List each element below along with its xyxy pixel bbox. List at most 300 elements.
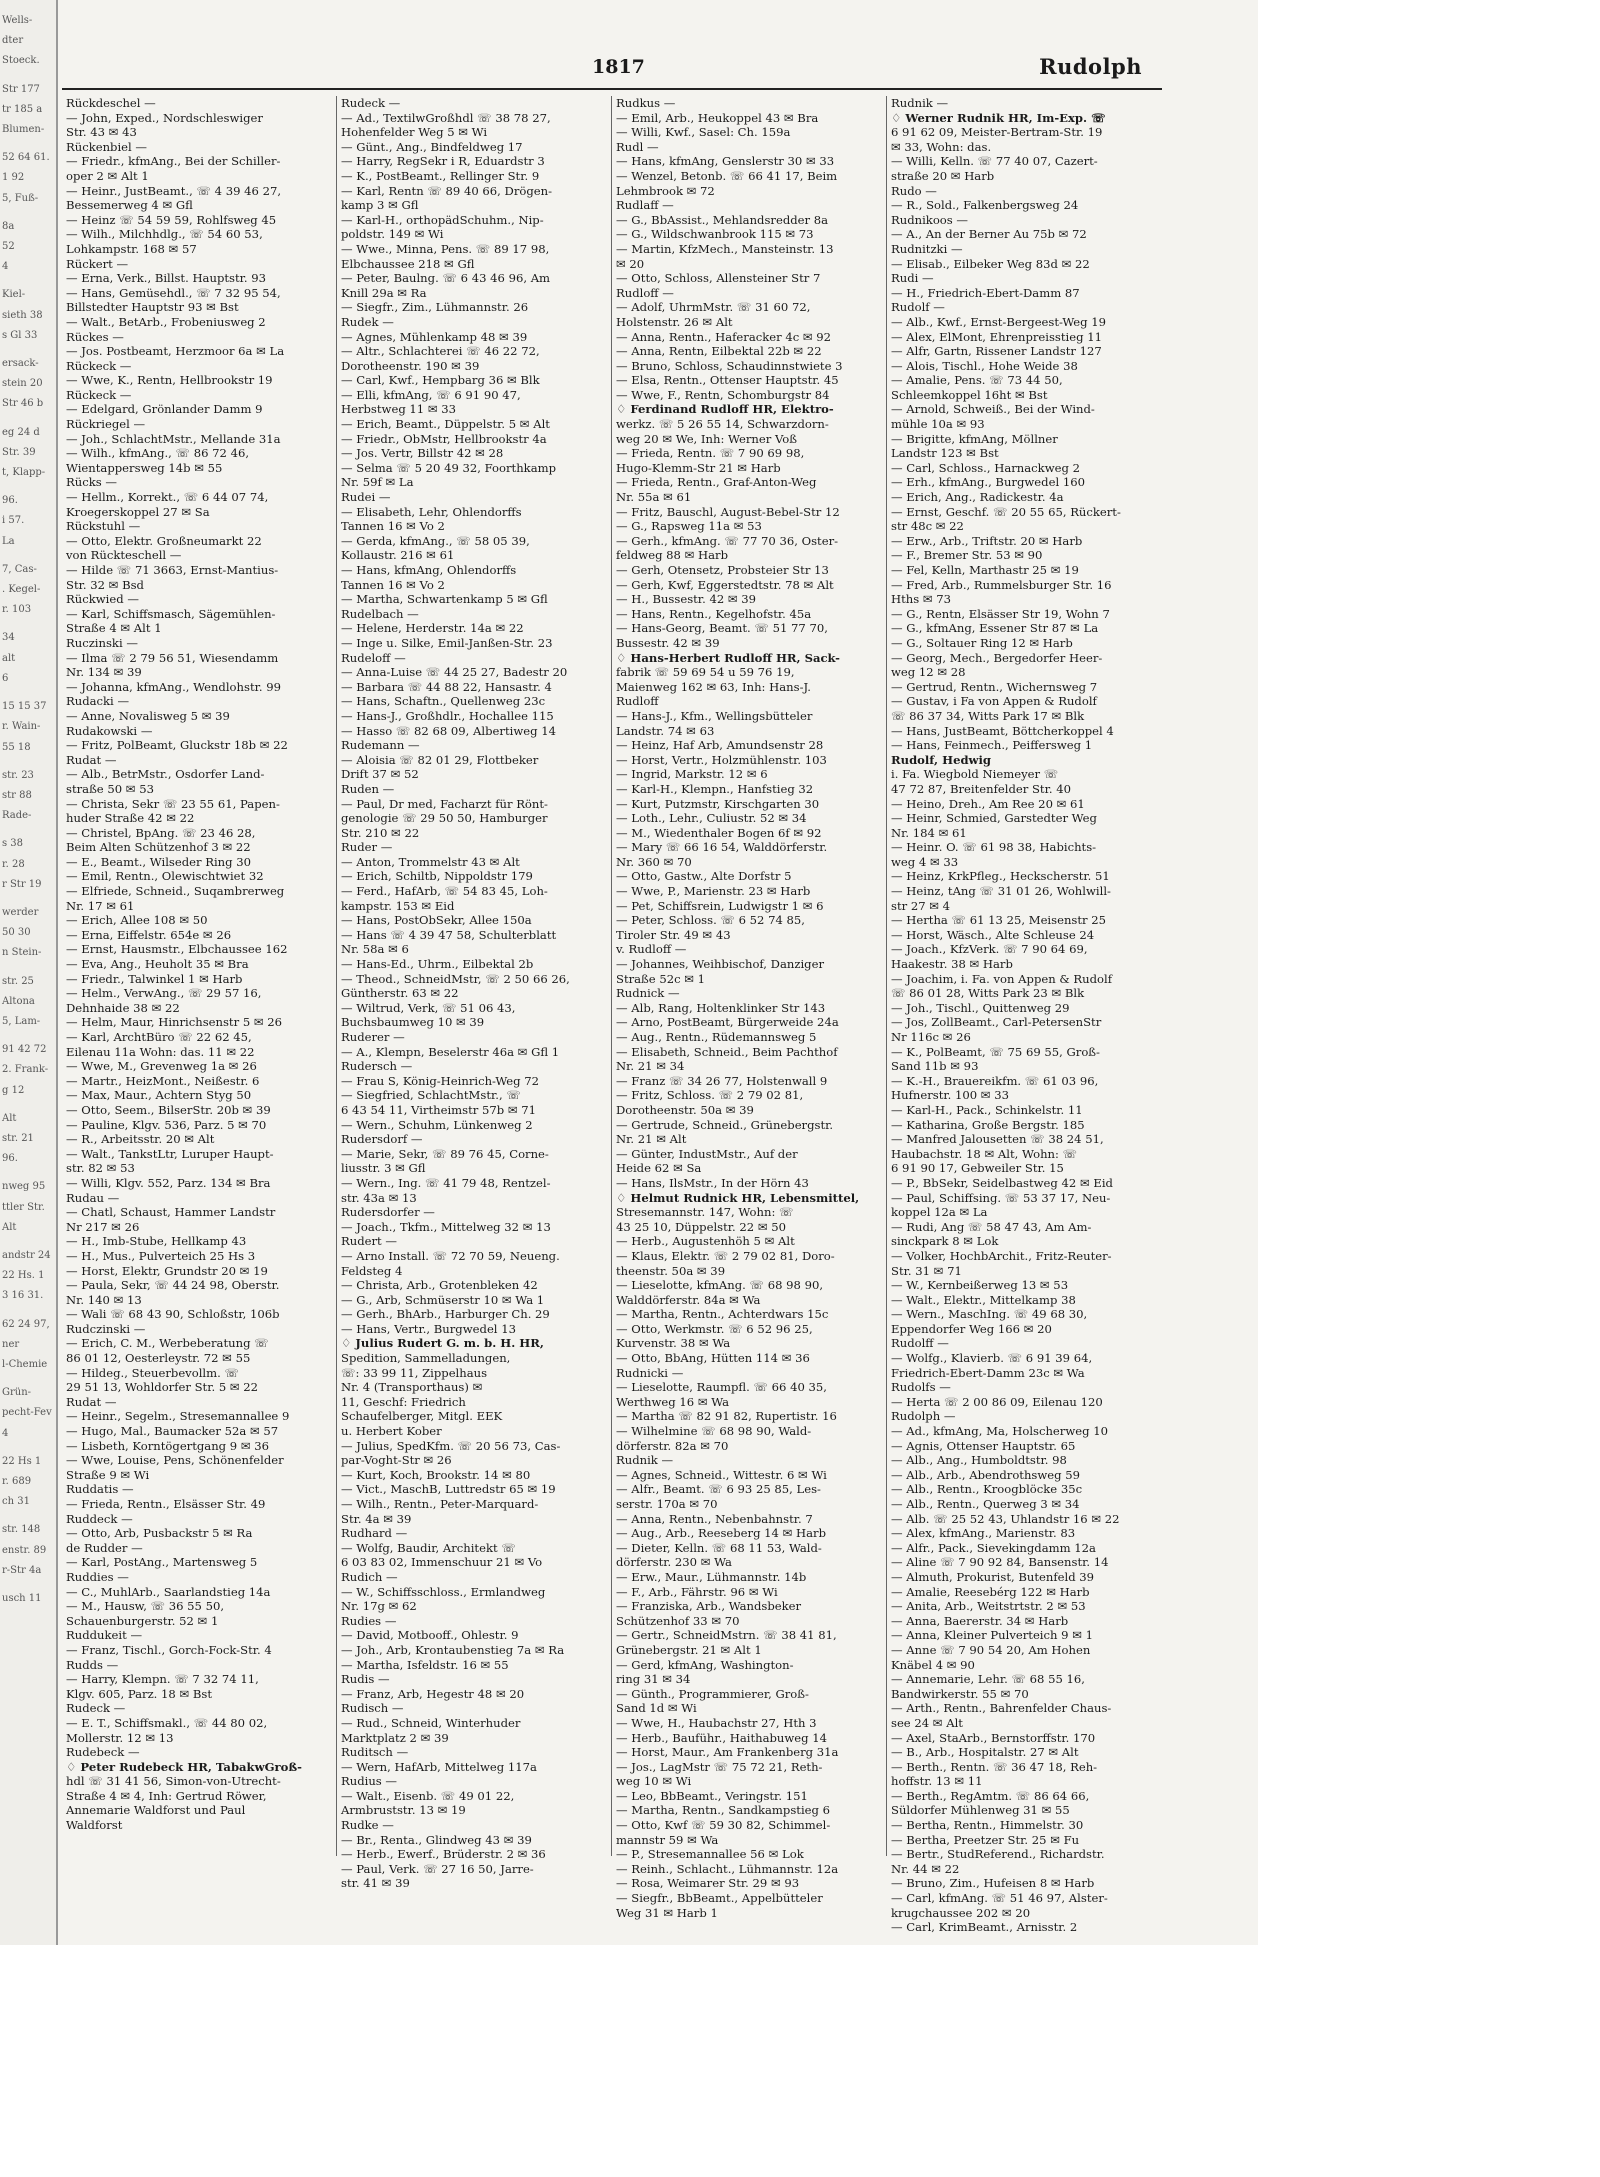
directory-entry-line: — Chatl, Schaust, Hammer Landstr bbox=[66, 1205, 276, 1220]
surname-heading: Rückert — bbox=[66, 256, 129, 271]
directory-entry-line: — Selma ☏ 5 20 49 32, Foorthkamp bbox=[341, 460, 557, 475]
surname-heading: Ruden — bbox=[341, 781, 395, 796]
margin-fragment: 96. bbox=[2, 495, 18, 507]
directory-entry-line: — Günter, IndustMstr., Auf der bbox=[616, 1146, 798, 1161]
surname-heading: Rudhard — bbox=[341, 1526, 408, 1541]
directory-entry-line: — Martr., HeizMont., Neißestr. 6 bbox=[66, 1073, 260, 1088]
directory-entry-line: — B., Arb., Hospitalstr. 27 ✉ Alt bbox=[891, 1745, 1079, 1760]
margin-fragment: 34 bbox=[2, 632, 15, 644]
directory-entry-line: — Gerda, kfmAng., ☏ 58 05 39, bbox=[341, 533, 530, 548]
surname-heading: Ruderer — bbox=[341, 1030, 405, 1044]
directory-entry-line: i. Fa. Wiegbold Niemeyer ☏ bbox=[891, 767, 1059, 782]
margin-fragment: 96. bbox=[2, 1153, 18, 1165]
margin-fragment: 8a bbox=[2, 220, 15, 232]
margin-fragment: str. 148 bbox=[2, 1524, 41, 1536]
surname-heading: Rückes — bbox=[66, 329, 124, 344]
directory-entry-line: — M., Wiedenthaler Bogen 6f ✉ 92 bbox=[616, 825, 822, 840]
margin-fragment: Str 46 b bbox=[2, 398, 44, 410]
directory-entry-line: — Herta ☏ 2 00 86 09, Eilenau 120 bbox=[891, 1394, 1103, 1409]
directory-entry-line: — Friedr., Talwinkel 1 ✉ Harb bbox=[66, 971, 243, 986]
margin-fragment: s 38 bbox=[2, 838, 24, 850]
directory-entry-line: — Jos, ZollBeamt., Carl-PetersenStr bbox=[891, 1015, 1102, 1030]
directory-entry-line: — Gerh., kfmAng. ☏ 77 70 36, Oster- bbox=[616, 533, 839, 548]
directory-entry-line: — Heinr. O. ☏ 61 98 38, Habichts- bbox=[891, 840, 1097, 855]
directory-entry-line: — Gerh, Otensetz, Probsteier Str 13 bbox=[616, 563, 829, 577]
directory-entry-line: — Walt., Eisenb. ☏ 49 01 22, bbox=[341, 1788, 515, 1803]
directory-entry-line: Nr. 55a ✉ 61 bbox=[616, 490, 692, 505]
directory-entry-line: — Hans-Ed., Uhrm., Eilbektal 2b bbox=[341, 957, 534, 972]
surname-heading: Rudolff — bbox=[891, 1336, 949, 1351]
directory-entry-line: — Arno, PostBeamt, Bürgerweide 24a bbox=[616, 1015, 839, 1030]
margin-fragment: tr 185 a bbox=[2, 103, 43, 115]
directory-entry-line: — Alb., Ang., Humboldtstr. 98 bbox=[891, 1453, 1067, 1468]
page-number: 1817 bbox=[592, 56, 645, 78]
margin-fragment: 5, Lam- bbox=[2, 1015, 41, 1027]
directory-entry-line: Schleemkoppel 16ht ✉ Bst bbox=[891, 387, 1048, 402]
directory-entry-line: — Friedr., ObMstr, Hellbrookstr 4a bbox=[341, 431, 547, 446]
directory-entry-line: str 48c ✉ 22 bbox=[891, 519, 964, 534]
directory-entry-line: — Erich, Ang., Radickestr. 4a bbox=[891, 490, 1064, 505]
surname-heading: Rudo — bbox=[891, 183, 937, 198]
directory-entry-line: — Theod., SchneidMstr, ☏ 2 50 66 26, bbox=[341, 971, 570, 986]
directory-entry-line: — E. T., Schiffsmakl., ☏ 44 80 02, bbox=[66, 1715, 268, 1730]
directory-entry-line: — Aug., Rentn., Rüdemannsweg 5 bbox=[616, 1030, 817, 1044]
directory-entry-line: — H., Mus., Pulverteich 25 Hs 3 bbox=[66, 1248, 256, 1263]
directory-entry-line: — Alois, Tischl., Hohe Weide 38 bbox=[891, 358, 1078, 373]
margin-fragment: t, Klapp- bbox=[2, 467, 46, 479]
margin-fragment: alt bbox=[2, 652, 16, 664]
directory-entry-line: — G., BbAssist., Mehlandsredder 8a bbox=[616, 212, 829, 227]
directory-entry-line: — Carl, kfmAng. ☏ 51 46 97, Alster- bbox=[891, 1891, 1108, 1906]
directory-entry-line: Rudolf, Hedwig bbox=[891, 752, 992, 767]
directory-entry-line: — Christa, Arb., Grotenbleken 42 bbox=[341, 1278, 538, 1293]
directory-entry-line: — Reinh., Schlacht., Lühmannstr. 12a bbox=[616, 1861, 839, 1876]
directory-entry-line: — Wilh., Milchhdlg., ☏ 54 60 53, bbox=[66, 227, 263, 242]
directory-entry-line: Straße 9 ✉ Wi bbox=[66, 1467, 150, 1482]
directory-entry-line: — Klaus, Elektr. ☏ 2 79 02 81, Doro- bbox=[616, 1248, 835, 1263]
directory-entry-line: Holstenstr. 26 ✉ Alt bbox=[616, 314, 733, 329]
directory-entry-line: — Arth., Rentn., Bahrenfelder Chaus- bbox=[891, 1701, 1112, 1716]
directory-entry-line: — Alfr, Gartn, Rissener Landstr 127 bbox=[891, 344, 1102, 359]
surname-heading: Rudolf — bbox=[891, 300, 945, 315]
directory-entry-line: Knill 29a ✉ Ra bbox=[341, 285, 427, 300]
directory-entry-line: huder Straße 42 ✉ 22 bbox=[66, 811, 195, 826]
surname-heading: Rudat — bbox=[66, 752, 117, 767]
directory-entry-line: — Karl, Rentn ☏ 89 40 66, Drögen- bbox=[341, 183, 553, 198]
directory-entry-line: — Wern., Schuhm, Lünkenweg 2 bbox=[341, 1117, 533, 1132]
directory-entry-line: — Walt., BetArb., Frobeniusweg 2 bbox=[66, 314, 266, 329]
directory-entry-line: — Aline ☏ 7 90 92 84, Bansenstr. 14 bbox=[891, 1555, 1109, 1570]
directory-entry-line: — H., Friedrich-Ebert-Damm 87 bbox=[891, 285, 1080, 300]
directory-entry-line: — Wilh., Rentn., Peter-Marquard- bbox=[341, 1497, 539, 1511]
directory-entry-line: — Frieda, Rentn. ☏ 7 90 69 98, bbox=[616, 446, 805, 461]
directory-entry-line: — Willi, Klgv. 552, Parz. 134 ✉ Bra bbox=[66, 1175, 271, 1190]
surname-heading: Rudnitzki — bbox=[891, 241, 963, 256]
directory-entry-line: Dorotheenstr. 50a ✉ 39 bbox=[616, 1102, 754, 1117]
directory-entry-line: Nr. 360 ✉ 70 bbox=[616, 854, 692, 869]
directory-entry-line: — Wwe, K., Rentn, Hellbrookstr 19 bbox=[66, 373, 273, 388]
directory-entry-line: Buchsbaumweg 10 ✉ 39 bbox=[341, 1015, 485, 1030]
margin-fragment: 2. Frank- bbox=[2, 1064, 49, 1076]
directory-entry-line: — Franziska, Arb., Wandsbeker bbox=[616, 1599, 802, 1614]
directory-entry-line: ☏ 86 01 28, Witts Park 23 ✉ Blk bbox=[891, 986, 1085, 1001]
directory-entry-line: — Horst, Maur., Am Frankenberg 31a bbox=[616, 1745, 839, 1760]
margin-fragment: i 57. bbox=[2, 515, 25, 527]
directory-entry-line: — Gerh, Kwf, Eggerstedtstr. 78 ✉ Alt bbox=[616, 577, 834, 592]
previous-page-margin bbox=[0, 0, 58, 1945]
directory-entry-line: Annemarie Waldforst und Paul bbox=[66, 1803, 246, 1818]
directory-entry-line: hdl ☏ 31 41 56, Simon-von-Utrecht- bbox=[66, 1774, 281, 1789]
directory-entry-line: — W., Schiffsschloss., Ermlandweg bbox=[341, 1584, 546, 1599]
directory-entry-line: Lehmbrook ✉ 72 bbox=[616, 183, 715, 198]
margin-fragment: str. 21 bbox=[2, 1132, 34, 1144]
directory-entry-line: — Wern., MaschIng. ☏ 49 68 30, bbox=[891, 1307, 1088, 1322]
directory-entry-line: poldstr. 149 ✉ Wi bbox=[341, 227, 444, 242]
directory-entry-line: — Otto, Arb, Pusbackstr 5 ✉ Ra bbox=[66, 1526, 253, 1541]
margin-fragment: 15 15 37 bbox=[2, 701, 47, 713]
directory-entry-line: par-Voght-Str ✉ 26 bbox=[341, 1453, 452, 1468]
directory-entry-line: — Frieda, Rentn., Elsässer Str. 49 bbox=[66, 1497, 266, 1511]
directory-entry-line: — H., Bussestr. 42 ✉ 39 bbox=[616, 592, 757, 607]
directory-entry-line: Drift 37 ✉ 52 bbox=[341, 767, 419, 782]
directory-entry-line: — Agnes, Schneid., Wittestr. 6 ✉ Wi bbox=[616, 1467, 827, 1482]
margin-fragment: usch 11 bbox=[2, 1593, 42, 1605]
margin-fragment: 6 bbox=[2, 672, 9, 684]
directory-entry-line: ♢ Peter Rudebeck HR, TabakwGroß- bbox=[66, 1759, 302, 1774]
directory-entry-line: — John, Exped., Nordschleswiger bbox=[66, 110, 263, 125]
directory-entry-line: — Elli, kfmAng, ☏ 6 91 90 47, bbox=[341, 387, 521, 402]
directory-entry-line: — Franz ☏ 34 26 77, Holstenwall 9 bbox=[616, 1073, 828, 1088]
directory-entry-line: — Frau S, König-Heinrich-Weg 72 bbox=[341, 1073, 540, 1088]
directory-entry-line: — Fritz, PolBeamt, Gluckstr 18b ✉ 22 bbox=[66, 738, 288, 753]
surname-heading: Rudloff — bbox=[616, 285, 674, 300]
directory-entry-line: — Anna, Rentn., Nebenbahnstr. 7 bbox=[616, 1511, 813, 1526]
directory-entry-line: — Harry, Klempn. ☏ 7 32 74 11, bbox=[66, 1672, 259, 1687]
directory-entry-line: dörferstr. 230 ✉ Wa bbox=[616, 1555, 732, 1570]
directory-entry-line: Heide 62 ✉ Sa bbox=[616, 1161, 702, 1176]
directory-entry-line: ☏: 33 99 11, Zippelhaus bbox=[341, 1365, 488, 1380]
directory-entry-line: — Otto, Gastw., Alte Dorfstr 5 bbox=[616, 869, 792, 884]
directory-entry-line: — Karl-H., Pack., Schinkelstr. 11 bbox=[891, 1102, 1083, 1117]
surname-heading: Rudies — bbox=[341, 1613, 397, 1628]
directory-entry-line: Nr. 21 ✉ 34 bbox=[616, 1059, 685, 1074]
surname-heading: Rudnick — bbox=[616, 986, 680, 1001]
directory-entry-line: — Otto, BbAng, Hütten 114 ✉ 36 bbox=[616, 1351, 810, 1366]
directory-entry-line: — Edelgard, Grönlander Damm 9 bbox=[66, 402, 263, 417]
directory-entry-line: kamp 3 ✉ Gfl bbox=[341, 198, 419, 213]
margin-fragment: str 88 bbox=[2, 789, 32, 801]
directory-entry-line: — Franz, Tischl., Gorch-Fock-Str. 4 bbox=[66, 1642, 272, 1657]
margin-fragment: 22 Hs. 1 bbox=[2, 1270, 45, 1282]
directory-entry-line: — Wern, HafArb, Mittelweg 117a bbox=[341, 1759, 537, 1774]
directory-entry-line: — Herb., Bauführ., Haithabuweg 14 bbox=[616, 1730, 828, 1745]
directory-entry-line: Armbruststr. 13 ✉ 19 bbox=[341, 1803, 466, 1818]
margin-fragment: Str. 39 bbox=[2, 446, 36, 458]
directory-entry-line: — Helm, Maur, Hinrichsenstr 5 ✉ 26 bbox=[66, 1015, 283, 1030]
directory-entry-line: — Lieselotte, Raumpfl. ☏ 66 40 35, bbox=[616, 1380, 827, 1395]
directory-entry-line: — Pauline, Klgv. 536, Parz. 5 ✉ 70 bbox=[66, 1117, 267, 1132]
directory-entry-line: — Arno Install. ☏ 72 70 59, Neueng. bbox=[341, 1248, 560, 1263]
directory-entry-line: — Alb., Rentn., Kroogblöcke 35c bbox=[891, 1482, 1083, 1497]
directory-column-1 bbox=[62, 96, 337, 1856]
margin-fragment: r. 103 bbox=[2, 604, 32, 616]
surname-heading: Rudacki — bbox=[66, 694, 130, 709]
directory-entry-line: ✉ 33, Wohn: das. bbox=[891, 139, 992, 154]
directory-entry-line: — David, Motbooff., Ohlestr. 9 bbox=[341, 1628, 519, 1643]
directory-entry-line: Straße 4 ✉ Alt 1 bbox=[66, 621, 162, 636]
directory-entry-line: — Heinr., Segelm., Stresemannallee 9 bbox=[66, 1409, 290, 1424]
directory-entry-line: Beim Alten Schützenhof 3 ✉ 22 bbox=[66, 840, 251, 855]
directory-entry-line: — Rud., Schneid, Winterhuder bbox=[341, 1715, 521, 1730]
directory-entry-line: — Alb. ☏ 25 52 43, Uhlandstr 16 ✉ 22 bbox=[891, 1511, 1120, 1526]
directory-entry-line: — Almuth, Prokurist, Butenfeld 39 bbox=[891, 1569, 1095, 1584]
directory-entry-line: — Erh., kfmAng., Burgwedel 160 bbox=[891, 475, 1085, 490]
surname-heading: Rudeloff — bbox=[341, 650, 406, 665]
margin-fragment: ch 31 bbox=[2, 1496, 30, 1508]
directory-entry-line: — Hans, Rentn., Kegelhofstr. 45a bbox=[616, 606, 812, 621]
directory-entry-line: mannstr 59 ✉ Wa bbox=[616, 1832, 719, 1847]
directory-entry-line: Stresemannstr. 147, Wohn: ☏ bbox=[616, 1205, 794, 1220]
directory-entry-line: — Gertrud, Rentn., Wichernsweg 7 bbox=[891, 679, 1098, 694]
directory-entry-line: — Christel, BpAng. ☏ 23 46 28, bbox=[66, 825, 256, 840]
directory-column-2 bbox=[337, 96, 612, 1891]
directory-entry-line: — Georg, Mech., Bergedorfer Heer- bbox=[891, 650, 1103, 665]
directory-entry-line: — Franz, Arb, Hegestr 48 ✉ 20 bbox=[341, 1686, 525, 1701]
directory-entry-line: — Lisbeth, Korntögertgang 9 ✉ 36 bbox=[66, 1438, 269, 1453]
surname-heading: Rückriegel — bbox=[66, 417, 146, 432]
directory-entry-line: Nr. 4 (Transporthaus) ✉ bbox=[341, 1380, 483, 1395]
directory-entry-line: weg 4 ✉ 33 bbox=[891, 854, 959, 869]
margin-fragment: ttler Str. bbox=[2, 1201, 45, 1213]
directory-entry-line: — Heinz, tAng ☏ 31 01 26, Wohlwill- bbox=[891, 884, 1111, 899]
directory-entry-line: kampstr. 153 ✉ Eid bbox=[341, 898, 455, 913]
directory-entry-line: — Gerh., BhArb., Harburger Ch. 29 bbox=[341, 1307, 550, 1322]
surname-heading: Rudebeck — bbox=[66, 1745, 140, 1760]
directory-entry-line: — Karl, Schiffsmasch, Sägemühlen- bbox=[66, 606, 276, 621]
surname-heading: Rudnicki — bbox=[616, 1365, 684, 1380]
margin-fragment: 4 bbox=[2, 1427, 9, 1439]
directory-entry-line: Straße 4 ✉ 4, Inh: Gertrud Röwer, bbox=[66, 1788, 267, 1803]
surname-heading: Ruder — bbox=[341, 840, 393, 855]
directory-entry-line: Schaufelberger, Mitgl. EEK bbox=[341, 1409, 503, 1424]
directory-entry-line: — Bertha, Rentn., Himmelstr. 30 bbox=[891, 1818, 1084, 1833]
directory-entry-line: — Altr., Schlachterei ☏ 46 22 72, bbox=[341, 344, 540, 359]
directory-entry-line: Nr 217 ✉ 26 bbox=[66, 1219, 140, 1234]
directory-entry-line: — Wilhelmine ☏ 68 98 90, Wald- bbox=[616, 1424, 812, 1439]
directory-entry-line: — Agnes, Mühlenkamp 48 ✉ 39 bbox=[341, 329, 528, 344]
directory-entry-line: Hufnerstr. 100 ✉ 33 bbox=[891, 1088, 1009, 1103]
directory-entry-line: straße 50 ✉ 53 bbox=[66, 781, 154, 796]
directory-entry-line: — G., Arb, Schmüserstr 10 ✉ Wa 1 bbox=[341, 1292, 545, 1307]
surname-heading: Rudnikoos — bbox=[891, 212, 969, 227]
directory-entry-line: Nr. 58a ✉ 6 bbox=[341, 942, 409, 957]
directory-entry-line: Eilenau 11a Wohn: das. 11 ✉ 22 bbox=[66, 1044, 255, 1059]
directory-entry-line: — Horst, Wäsch., Alte Schleuse 24 bbox=[891, 927, 1095, 942]
directory-entry-line: — Karl-H., Klempn., Hanfstieg 32 bbox=[616, 781, 814, 796]
directory-entry-line: — Kurt, Koch, Brookstr. 14 ✉ 80 bbox=[341, 1467, 531, 1482]
directory-entry-line: — Wolfg., Klavierb. ☏ 6 91 39 64, bbox=[891, 1351, 1093, 1366]
directory-entry-line: — Erich, Schiltb, Nippoldstr 179 bbox=[341, 869, 533, 884]
directory-entry-line: Süldorfer Mühlenweg 31 ✉ 55 bbox=[891, 1803, 1070, 1818]
directory-entry-line: ♢ Hans-Herbert Rudloff HR, Sack- bbox=[616, 650, 840, 665]
directory-entry-line: — Erw., Arb., Triftstr. 20 ✉ Harb bbox=[891, 533, 1083, 548]
directory-entry-line: Kollaustr. 216 ✉ 61 bbox=[341, 548, 455, 563]
directory-entry-line: mühle 10a ✉ 93 bbox=[891, 417, 985, 432]
directory-entry-line: — Martha, Rentn., Sandkampstieg 6 bbox=[616, 1803, 831, 1818]
directory-entry-line: — R., Sold., Falkenbergsweg 24 bbox=[891, 198, 1079, 213]
directory-columns bbox=[62, 96, 1162, 1935]
surname-heading: von Rückteschell — bbox=[66, 548, 182, 563]
margin-fragment: 3 16 31. bbox=[2, 1290, 44, 1302]
directory-entry-line: Schützenhof 33 ✉ 70 bbox=[616, 1613, 740, 1628]
directory-entry-line: — Alfr., Pack., Sievekingdamm 12a bbox=[891, 1540, 1096, 1555]
margin-fragment: Kiel- bbox=[2, 289, 26, 301]
margin-fragment: Altona bbox=[2, 995, 35, 1007]
directory-entry-line: — Carl, Kwf., Hempbarg 36 ✉ Blk bbox=[341, 373, 540, 388]
directory-entry-line: Landstr. 74 ✉ 63 bbox=[616, 723, 715, 738]
directory-entry-line: 86 01 12, Oesterleystr. 72 ✉ 55 bbox=[66, 1351, 251, 1366]
directory-entry-line: Walddörferstr. 84a ✉ Wa bbox=[616, 1292, 761, 1307]
directory-entry-line: Knäbel 4 ✉ 90 bbox=[891, 1657, 975, 1672]
directory-entry-line: — Hans, Schaftn., Quellenweg 23c bbox=[341, 694, 546, 709]
directory-entry-line: — Karl, ArchtBüro ☏ 22 62 45, bbox=[66, 1030, 252, 1044]
directory-entry-line: — Alb., Rentn., Querweg 3 ✉ 34 bbox=[891, 1497, 1080, 1511]
directory-entry-line: ☏ 86 37 34, Witts Park 17 ✉ Blk bbox=[891, 708, 1085, 723]
surname-heading: Rudczinski — bbox=[66, 1321, 146, 1336]
directory-entry-line: — Hans, kfmAng, Genslerstr 30 ✉ 33 bbox=[616, 154, 835, 169]
directory-entry-line: — Erna, Verk., Billst. Hauptstr. 93 bbox=[66, 271, 267, 286]
directory-entry-line: — Julius, SpedKfm. ☏ 20 56 73, Cas- bbox=[341, 1438, 561, 1453]
directory-entry-line: — Erich, C. M., Werbeberatung ☏ bbox=[66, 1336, 269, 1351]
directory-entry-line: — Karl-H., orthopädSchuhm., Nip- bbox=[341, 212, 544, 227]
directory-entry-line: — Amalie, Pens. ☏ 73 44 50, bbox=[891, 373, 1063, 388]
directory-entry-line: — W., Kernbeißerweg 13 ✉ 53 bbox=[891, 1278, 1069, 1293]
directory-entry-line: — K., PostBeamt., Rellinger Str. 9 bbox=[341, 168, 540, 183]
directory-entry-line: Straße 52c ✉ 1 bbox=[616, 971, 706, 986]
directory-entry-line: — A., An der Berner Au 75b ✉ 72 bbox=[891, 227, 1087, 242]
directory-entry-line: — Anna, Rentn, Eilbektal 22b ✉ 22 bbox=[616, 344, 822, 359]
directory-entry-line: — Brigitte, kfmAng, Möllner bbox=[891, 431, 1058, 446]
directory-entry-line: Str. 31 ✉ 71 bbox=[891, 1263, 962, 1278]
surname-heading: Ruddatis — bbox=[66, 1482, 134, 1497]
surname-heading: Rudeck — bbox=[341, 96, 401, 110]
directory-entry-line: — G., Soltauer Ring 12 ✉ Harb bbox=[891, 635, 1073, 650]
margin-fragment: 55 18 bbox=[2, 741, 31, 753]
margin-fragment: Alt bbox=[2, 1112, 17, 1124]
directory-entry-line: weg 12 ✉ 28 bbox=[891, 665, 966, 680]
margin-fragment: 91 42 72 bbox=[2, 1044, 47, 1056]
directory-entry-line: — Gertrude, Schneid., Grünebergstr. bbox=[616, 1117, 834, 1132]
directory-entry-line: — Paul, Schiffsing. ☏ 53 37 17, Neu- bbox=[891, 1190, 1111, 1205]
directory-entry-line: — Marie, Sekr, ☏ 89 76 45, Corne- bbox=[341, 1146, 549, 1161]
surname-heading: Rudnik — bbox=[891, 96, 949, 110]
directory-entry-line: Tiroler Str. 49 ✉ 43 bbox=[616, 927, 731, 942]
directory-entry-line: — Ilma ☏ 2 79 56 51, Wiesendamm bbox=[66, 650, 279, 665]
surname-heading: Ruddeck — bbox=[66, 1511, 133, 1526]
directory-entry-line: — Hans, IlsMstr., In der Hörn 43 bbox=[616, 1175, 809, 1190]
directory-entry-line: — Anna, Baererstr. 34 ✉ Harb bbox=[891, 1613, 1069, 1628]
directory-entry-line: straße 20 ✉ Harb bbox=[891, 168, 995, 183]
directory-entry-line: — G., Rapsweg 11a ✉ 53 bbox=[616, 519, 762, 534]
directory-entry-line: Billstedter Hauptstr 93 ✉ Bst bbox=[66, 300, 239, 315]
surname-heading: Rudek — bbox=[341, 314, 394, 329]
directory-entry-line: — G., Wildschwanbrook 115 ✉ 73 bbox=[616, 227, 814, 242]
directory-entry-line: — Hans, Gemüsehdl., ☏ 7 32 95 54, bbox=[66, 285, 281, 300]
directory-entry-line: — H., Imb-Stube, Hellkamp 43 bbox=[66, 1234, 247, 1249]
directory-entry-line: — Siegfried, SchlachtMstr., ☏ bbox=[341, 1088, 521, 1103]
directory-entry-line: — Siegfr., BbBeamt., Appelbütteler bbox=[616, 1891, 823, 1906]
directory-entry-line: — Wwe, P., Marienstr. 23 ✉ Harb bbox=[616, 884, 811, 899]
surname-heading: Rudnik — bbox=[616, 1453, 674, 1468]
directory-entry-line: — Jos., LagMstr ☏ 75 72 21, Reth- bbox=[616, 1759, 823, 1774]
directory-entry-line: Tannen 16 ✉ Vo 2 bbox=[341, 577, 445, 592]
surname-heading: Rudis — bbox=[341, 1672, 390, 1687]
margin-fragment: r Str 19 bbox=[2, 878, 42, 890]
directory-entry-line: — G., kfmAng, Essener Str 87 ✉ La bbox=[891, 621, 1099, 636]
directory-entry-line: str. 43a ✉ 13 bbox=[341, 1190, 417, 1205]
directory-entry-line: — Alb., BetrMstr., Osdorfer Land- bbox=[66, 767, 265, 782]
directory-entry-line: — Joach., KfzVerk. ☏ 7 90 64 69, bbox=[891, 942, 1088, 957]
margin-fragment: andstr 24 bbox=[2, 1249, 51, 1261]
surname-heading: Rudemann — bbox=[341, 738, 420, 753]
directory-entry-line: — Br., Renta., Glindweg 43 ✉ 39 bbox=[341, 1832, 532, 1847]
surname-heading: Rudeck — bbox=[66, 1701, 126, 1716]
directory-entry-line: Nr. 17g ✉ 62 bbox=[341, 1599, 417, 1614]
directory-entry-line: — Otto, Schloss, Allensteiner Str 7 bbox=[616, 271, 821, 286]
directory-entry-line: ♢ Werner Rudnik HR, Im-Exp. ☏ bbox=[891, 110, 1106, 125]
surname-heading: Ruddies — bbox=[66, 1569, 129, 1584]
directory-entry-line: — Hans, PostObSekr, Allee 150a bbox=[341, 913, 532, 928]
directory-entry-line: ♢ Helmut Rudnick HR, Lebensmittel, bbox=[616, 1190, 860, 1205]
directory-entry-line: — G., Rentn, Elsässer Str 19, Wohn 7 bbox=[891, 606, 1110, 621]
directory-entry-line: — Alex, kfmAng., Marienstr. 83 bbox=[891, 1526, 1076, 1541]
surname-heading: Rudlaff — bbox=[616, 198, 674, 213]
directory-entry-line: — Ernst, Geschf. ☏ 20 55 65, Rückert- bbox=[891, 504, 1121, 519]
directory-entry-line: — Barbara ☏ 44 88 22, Hansastr. 4 bbox=[341, 679, 552, 694]
margin-fragment: Alt bbox=[2, 1221, 17, 1233]
directory-entry-line: — C., MuhlArb., Saarlandstieg 14a bbox=[66, 1584, 271, 1599]
directory-entry-line: — Hans, kfmAng, Ohlendorffs bbox=[341, 563, 517, 577]
directory-entry-line: str 27 ✉ 4 bbox=[891, 898, 951, 913]
directory-entry-line: fabrik ☏ 59 69 54 u 59 76 19, bbox=[616, 665, 795, 680]
surname-heading: Rückdeschel — bbox=[66, 96, 156, 110]
directory-entry-line: — Berth., RegAmtm. ☏ 86 64 66, bbox=[891, 1788, 1090, 1803]
directory-entry-line: — Hildeg., Steuerbevollm. ☏ bbox=[66, 1365, 239, 1380]
directory-entry-line: — Annemarie, Lehr. ☏ 68 55 16, bbox=[891, 1672, 1085, 1687]
directory-entry-line: Hths ✉ 73 bbox=[891, 592, 952, 607]
margin-fragment: r. 28 bbox=[2, 858, 25, 870]
directory-entry-line: — Fred, Arb., Rummelsburger Str. 16 bbox=[891, 577, 1112, 592]
directory-entry-line: weg 20 ✉ We, Inh: Werner Voß bbox=[616, 431, 797, 446]
directory-entry-line: — Ingrid, Markstr. 12 ✉ 6 bbox=[616, 767, 768, 782]
surname-heading: Ruddukeit — bbox=[66, 1628, 143, 1643]
directory-entry-line: — Anna, Rentn., Haferacker 4c ✉ 92 bbox=[616, 329, 832, 344]
directory-entry-line: Str. 43 ✉ 43 bbox=[66, 125, 137, 140]
directory-entry-line: — Emil, Arb., Heukoppel 43 ✉ Bra bbox=[616, 110, 819, 125]
directory-entry-line: — Max, Maur., Achtern Styg 50 bbox=[66, 1088, 252, 1103]
directory-entry-line: — Wenzel, Betonb. ☏ 66 41 17, Beim bbox=[616, 168, 838, 183]
directory-entry-line: Grünebergstr. 21 ✉ Alt 1 bbox=[616, 1642, 762, 1657]
directory-entry-line: — Bruno, Zim., Hufeisen 8 ✉ Harb bbox=[891, 1876, 1095, 1891]
directory-entry-line: — Helm., VerwAng., ☏ 29 57 16, bbox=[66, 986, 262, 1001]
margin-fragment: 22 Hs 1 bbox=[2, 1455, 42, 1467]
directory-entry-line: — Pet, Schiffsrein, Ludwigstr 1 ✉ 6 bbox=[616, 898, 824, 913]
surname-heading: Rudersdorf — bbox=[341, 1132, 423, 1147]
directory-entry-line: Hugo-Klemm-Str 21 ✉ Harb bbox=[616, 460, 781, 475]
margin-fragment: nweg 95 bbox=[2, 1181, 46, 1193]
margin-fragment: 7, Cas- bbox=[2, 563, 37, 575]
directory-entry-line: — Walt., Elektr., Mittelkamp 38 bbox=[891, 1292, 1076, 1307]
